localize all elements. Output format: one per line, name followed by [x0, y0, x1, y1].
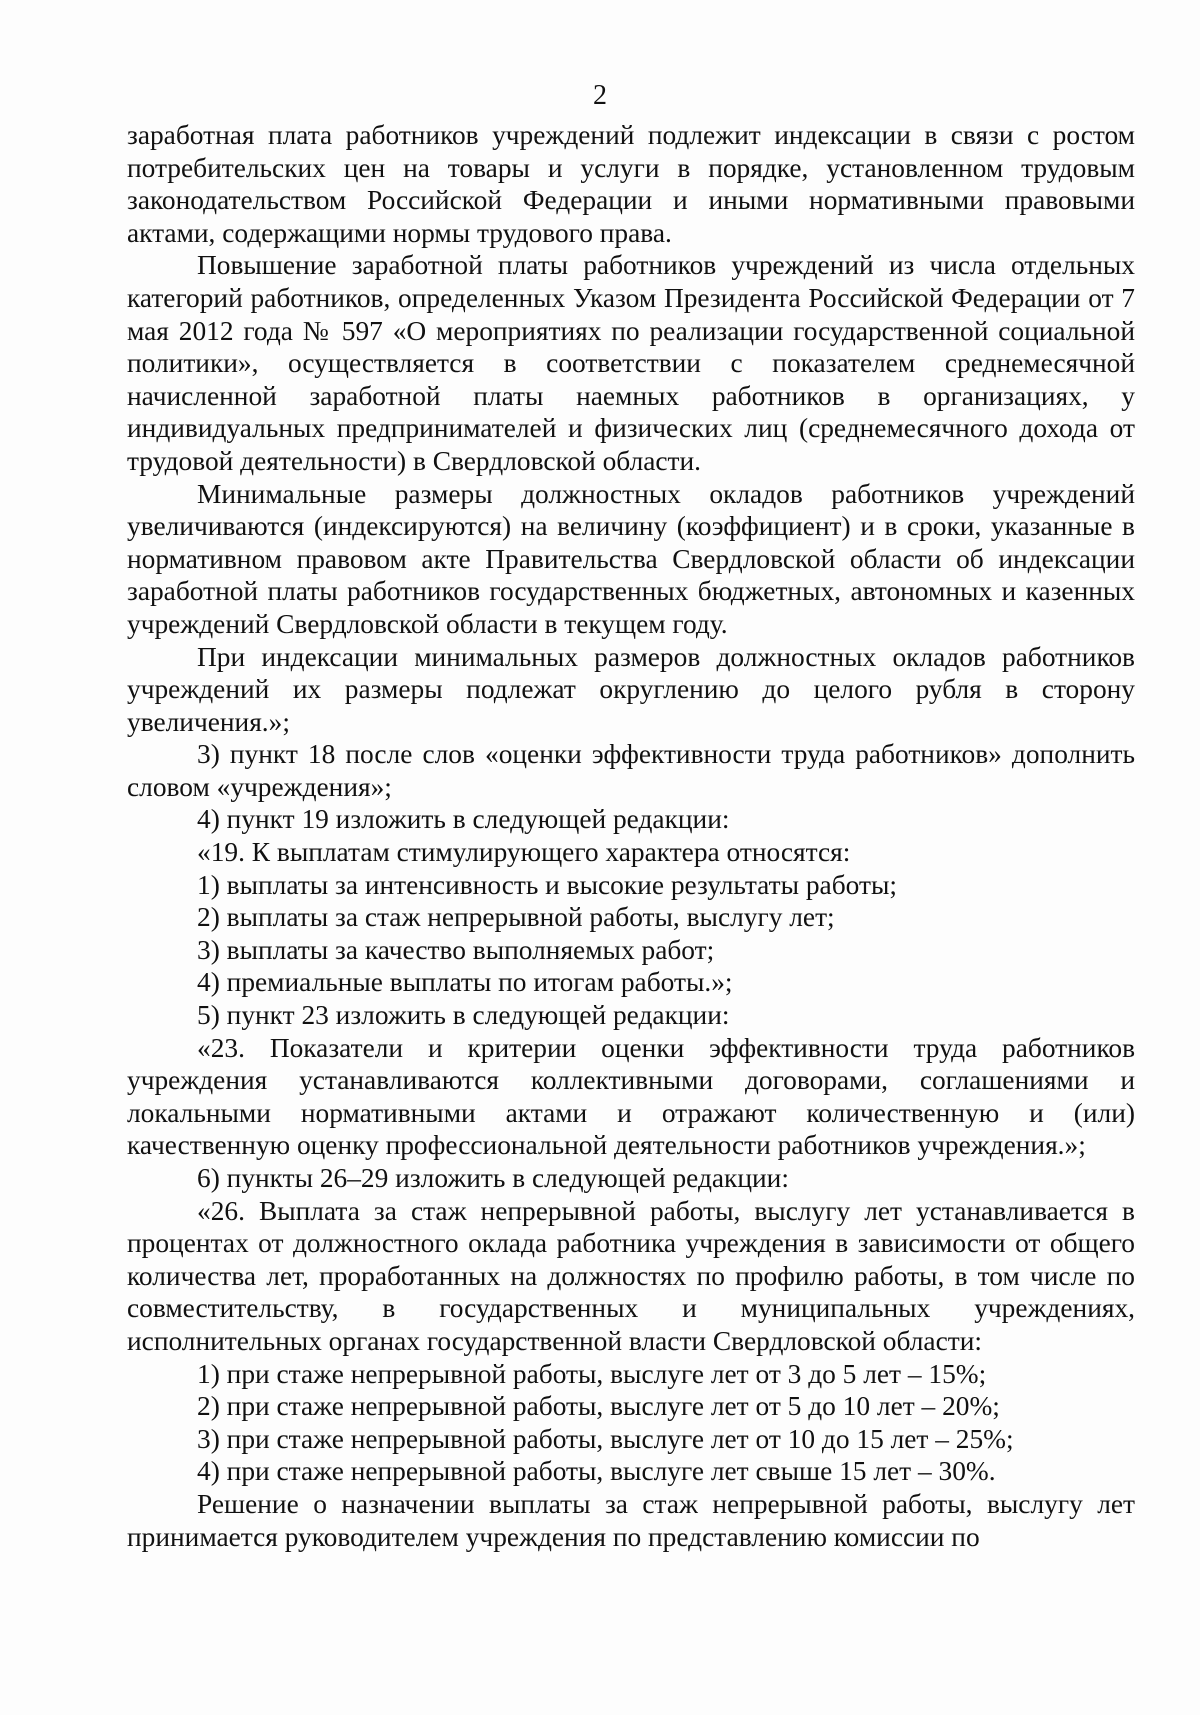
list-item: 4) при стаже непрерывной работы, выслуге лет свыше 15 лет – 30%. — [197, 1456, 996, 1487]
list-item: 4) премиальные выплаты по итогам работы.»; — [197, 967, 733, 998]
paragraph-decision: Решение о назначении выплаты за стаж непрерывной работы, выслугу лет принимается руководителем учреждения по представлению комиссии по — [127, 1488, 1135, 1552]
paragraph-minimal-salaries: Минимальные размеры должностных окладов работников учреждений увеличиваются (индексируются) на величину (коэффициент) и в сроки, указанные в нормативном правовом акте Правительства Свердловской области об индексации заработной платы работников государственных бюджетных, автономных и казенных учреждений Свердловской области в текущем году. — [127, 478, 1135, 639]
list-item: 1) при стаже непрерывной работы, выслуге лет от 3 до 5 лет – 15%; — [197, 1358, 987, 1389]
paragraph-item-5: 5) пункт 23 изложить в следующей редакции: — [197, 1000, 730, 1031]
list-item: 3) выплаты за качество выполняемых работ; — [197, 934, 715, 965]
paragraph-clause-23: «23. Показатели и критерии оценки эффективности труда работников учреждения устанавливаются коллективными договорами, соглашениями и локальными нормативными актами и отражают количественную и (или) качественную оценку профессиональной деятельности работников учреждения.»; — [127, 1032, 1135, 1161]
list-item: 1) выплаты за интенсивность и высокие результаты работы; — [197, 869, 897, 900]
list-item: 2) при стаже непрерывной работы, выслуге лет от 5 до 10 лет – 20%; — [197, 1391, 1000, 1422]
paragraph-salary-increase: Повышение заработной платы работников учреждений из числа отдельных категорий работников, определенных Указом Президента Российской Федерации от 7 мая 2012 года № 597 «О мероприятиях по реализации государственной социальной политики», осуществляется в соответствии с показателем среднемесячной начисленной заработной платы наемных работников в организациях, у индивидуальных предпринимателей и физических лиц (среднемесячного дохода от трудовой деятельности) в Свердловской области. — [127, 250, 1135, 476]
paragraph-clause-26: «26. Выплата за стаж непрерывной работы, выслугу лет устанавливается в процентах от должностного оклада работника учреждения в зависимости от общего количества лет, проработанных на должностях по профилю работы, в том числе по совместительству, в государственных и муниципальных учреждениях, исполнительных органах государственной власти Свердловской области: — [127, 1195, 1135, 1356]
paragraph-item-3: 3) пункт 18 после слов «оценки эффективности труда работников» дополнить словом «учреждения»; — [127, 739, 1135, 802]
paragraph-item-6: 6) пункты 26–29 изложить в следующей редакции: — [197, 1163, 789, 1193]
paragraph-item-4: 4) пункт 19 изложить в следующей редакции: — [197, 804, 730, 835]
paragraph-indexation-rounding: При индексации минимальных размеров должностных окладов работников учреждений их размеры подлежат округлению до целого рубля в сторону увеличения.»; — [127, 641, 1135, 737]
paragraph-continuation: заработная плата работников учреждений подлежит индексации в связи с ростом потребительских цен на товары и услуги в порядке, установленном трудовым законодательством Российской Федерации и иными нормативными правовыми актами, содержащими нормы трудового права. — [127, 120, 1135, 248]
paragraph-clause-19: «19. К выплатам стимулирующего характера относятся: — [197, 837, 851, 868]
document-body — [127, 119, 1135, 1553]
list-item: 2) выплаты за стаж непрерывной работы, выслугу лет; — [197, 902, 835, 933]
page-number: 2 — [593, 80, 607, 111]
list-item: 3) при стаже непрерывной работы, выслуге лет от 10 до 15 лет – 25%; — [197, 1423, 1014, 1454]
